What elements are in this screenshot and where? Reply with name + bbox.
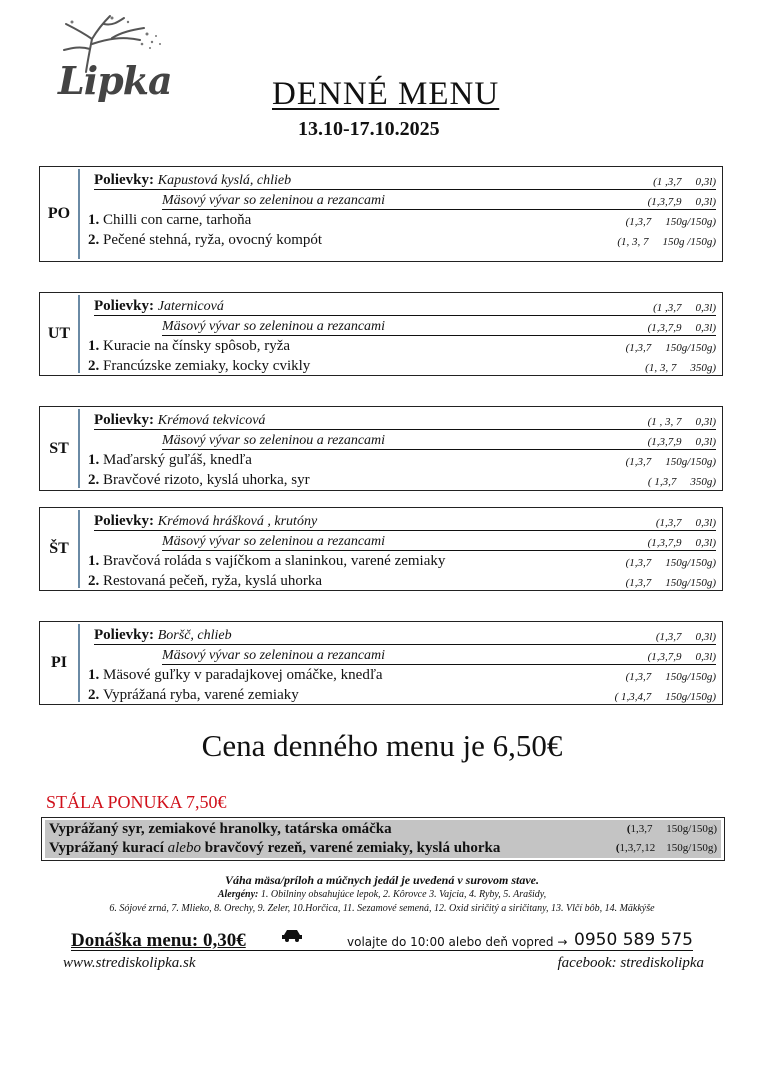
meal-number: 2.	[88, 358, 100, 374]
meal-weight: 150g/150g)	[665, 216, 716, 228]
soup-name: Jaternicová	[157, 299, 224, 314]
soup-allergens: (1,3,7,9	[647, 322, 682, 334]
soup-volume: 0,3l)	[695, 436, 716, 448]
meal-name: Francúzske zemiaky, kocky cvikly	[103, 358, 311, 374]
allergens-label: Alergény:	[217, 889, 259, 900]
standing-offer-box	[41, 817, 725, 861]
allergens-text-1: 1. Obilniny obsahujúce lepok, 2. Kôrovce 3. Vajcia, 4. Ryby, 5. Arašidy,	[258, 889, 547, 900]
soup-row	[94, 624, 716, 645]
meal-row	[88, 335, 716, 355]
meal-number: 2.	[88, 232, 100, 248]
car-icon	[281, 928, 303, 947]
meal-weight: 150g/150g)	[665, 456, 716, 468]
meal-allergens: (1,3,7	[625, 557, 652, 569]
day-divider	[78, 624, 80, 702]
soup-allergens: (1 , 3, 7	[647, 416, 682, 428]
soup-name: Mäsový vývar so zeleninou a rezancami	[162, 534, 386, 549]
meal-number: 1.	[88, 452, 100, 468]
soup-volume: 0,3l)	[695, 651, 716, 663]
meal-number: 1.	[88, 212, 100, 228]
meal-weight: 150g/150g)	[665, 342, 716, 354]
meal-weight: 150g/150g)	[665, 557, 716, 569]
meal-number: 2.	[88, 687, 100, 703]
soup-allergens: (1,3,7,9	[647, 537, 682, 549]
meal-row	[88, 664, 716, 684]
item-meta: (1,3,7,12 150g/150g)	[615, 842, 717, 854]
soup-allergens: (1,3,7	[655, 631, 682, 643]
day-label: UT	[47, 325, 71, 342]
soup-name: Kapustová kyslá, chlieb	[157, 173, 292, 188]
item-name: Vyprážaný syr, zemiakové hranolky, tatárska omáčka	[49, 821, 392, 837]
meal-meta	[626, 216, 716, 228]
meal-weight: 350g)	[690, 476, 716, 488]
item-meta: (1,3,7 150g/150g)	[626, 823, 717, 835]
call-instruction: volajte do 10:00 alebo deň vopred →	[347, 935, 568, 949]
meal-allergens: (1, 3, 7	[617, 236, 649, 248]
soup-meta	[656, 631, 716, 643]
soup-row	[162, 189, 716, 210]
soup-volume: 0,3l)	[695, 196, 716, 208]
soup-meta	[648, 416, 716, 428]
soup-row	[94, 510, 716, 531]
meal-allergens: (1, 3, 7	[645, 362, 677, 374]
phone-number[interactable]: 0950 589 575	[574, 930, 693, 950]
soup-row	[94, 169, 716, 190]
meal-number: 1.	[88, 553, 100, 569]
day-block	[39, 507, 723, 591]
item-allergens: 1,3,7,12	[619, 842, 656, 854]
day-label: PO	[47, 205, 71, 222]
item-name: Vyprážaný kurací	[49, 840, 168, 856]
meal-name: Kuracie na čínsky spôsob, ryža	[103, 338, 291, 354]
meal-weight: 150g/150g)	[665, 577, 716, 589]
meal-allergens: ( 1,3,4,7	[614, 691, 652, 703]
meal-name: Bravčové rizoto, kyslá uhorka, syr	[103, 472, 310, 488]
soup-allergens: (1,3,7	[655, 517, 682, 529]
soup-row	[94, 409, 716, 430]
meal-name: Vyprážaná ryba, varené zemiaky	[103, 687, 299, 703]
meal-row	[88, 449, 716, 469]
day-divider	[78, 295, 80, 373]
facebook-link[interactable]: facebook: strediskolipka	[557, 955, 704, 971]
meal-allergens: (1,3,7	[625, 216, 652, 228]
soup-name: Mäsový vývar so zeleninou a rezancami	[162, 648, 386, 663]
delivery-label: Donáška menu: 0,30€	[71, 930, 246, 951]
soup-name: Mäsový vývar so zeleninou a rezancami	[162, 433, 386, 448]
meal-allergens: (1,3,7	[625, 342, 652, 354]
meal-meta	[645, 362, 716, 374]
meal-name: Maďarský guľáš, knedľa	[103, 452, 252, 468]
soup-meta	[648, 651, 716, 663]
soup-volume: 0,3l)	[695, 416, 716, 428]
soup-allergens: (1,3,7,9	[647, 651, 682, 663]
soup-row	[162, 644, 716, 665]
weight-note: Váha mäsa/príloh a múčnych jedál je uvedená v surovom stave.	[225, 873, 539, 887]
meal-row	[88, 229, 716, 249]
day-block	[39, 406, 723, 491]
meal-weight: 150g/150g)	[665, 691, 716, 703]
soup-volume: 0,3l)	[695, 302, 716, 314]
soup-name: Mäsový vývar so zeleninou a rezancami	[162, 193, 386, 208]
allergens-line-1	[0, 889, 764, 900]
meal-meta	[626, 577, 716, 589]
soup-name: Krémová hrášková , krutóny	[157, 514, 318, 529]
meal-meta	[615, 691, 716, 703]
soup-allergens: (1 ,3,7	[653, 302, 682, 314]
meal-name: Mäsové guľky v paradajkovej omáčke, knedľa	[103, 667, 383, 683]
soup-volume: 0,3l)	[695, 322, 716, 334]
meal-allergens: (1,3,7	[625, 577, 652, 589]
soup-allergens: (1 ,3,7	[653, 176, 682, 188]
meal-row	[88, 355, 716, 375]
soup-row	[162, 530, 716, 551]
soup-meta	[653, 176, 716, 188]
delivery-line	[71, 930, 693, 951]
logo	[52, 14, 172, 109]
item-weight: 150g/150g)	[666, 842, 717, 854]
soup-meta	[653, 302, 716, 314]
soup-row	[162, 315, 716, 336]
meal-number: 1.	[88, 338, 100, 354]
meal-number: 1.	[88, 667, 100, 683]
day-block	[39, 166, 723, 262]
day-divider	[78, 510, 80, 588]
meal-name: Bravčová roláda s vajíčkom a slaninkou, varené zemiaky	[103, 553, 446, 569]
day-divider	[78, 169, 80, 259]
meal-number: 2.	[88, 573, 100, 589]
soup-meta	[648, 322, 716, 334]
meal-row	[88, 469, 716, 489]
meal-allergens: (1,3,7	[625, 671, 652, 683]
soup-name: Mäsový vývar so zeleninou a rezancami	[162, 319, 386, 334]
soup-meta	[656, 517, 716, 529]
day-label: ST	[49, 439, 69, 457]
allergens-line-2: 6. Sójové zrná, 7. Mlieko, 8. Orechy, 9. Zeler, 10.Horčica, 11. Sezamové semená, 12. Oxid siričitý a siričitany, 13. Vlčí bôb, 14. Mäkkýše	[109, 903, 655, 914]
date-range: 13.10-17.10.2025	[298, 118, 440, 140]
menu-price: Cena denného menu je 6,50€	[201, 728, 563, 763]
meal-meta	[648, 476, 716, 488]
meal-name: Chilli con carne, tarhoňa	[103, 212, 252, 228]
soup-meta	[648, 436, 716, 448]
meal-row	[88, 209, 716, 229]
soup-name: Boršč, chlieb	[157, 628, 232, 643]
meal-weight: 350g)	[690, 362, 716, 374]
meal-meta	[626, 557, 716, 569]
day-block	[39, 621, 723, 705]
soup-label: Polievky:	[94, 172, 154, 188]
soup-volume: 0,3l)	[695, 537, 716, 549]
meal-allergens: (1,3,7	[625, 456, 652, 468]
soup-label: Polievky:	[94, 627, 154, 643]
logo-text: Lipka	[58, 58, 172, 103]
website-link[interactable]: www.strediskolipka.sk	[63, 955, 196, 971]
meal-name: Restovaná pečeň, ryža, kyslá uhorka	[103, 573, 323, 589]
soup-row	[94, 295, 716, 316]
item-name-italic: alebo	[167, 840, 201, 856]
soup-allergens: (1,3,7,9	[647, 436, 682, 448]
item-allergens: 1,3,7	[630, 823, 653, 835]
meal-meta	[626, 671, 716, 683]
meal-meta	[626, 456, 716, 468]
soup-name: Krémová tekvicová	[157, 413, 266, 428]
meal-row	[88, 550, 716, 570]
item-name-rest: bravčový rezeň, varené zemiaky, kyslá uhorka	[200, 840, 501, 856]
soup-volume: 0,3l)	[695, 517, 716, 529]
meal-row	[88, 570, 716, 590]
day-label: PI	[51, 654, 67, 671]
meal-row	[88, 684, 716, 704]
meal-allergens: ( 1,3,7	[647, 476, 677, 488]
standing-offer-item	[45, 839, 721, 858]
meal-meta	[626, 342, 716, 354]
soup-meta	[648, 196, 716, 208]
soup-label: Polievky:	[94, 298, 154, 314]
soup-label: Polievky:	[94, 412, 154, 428]
meal-meta	[617, 236, 716, 248]
standing-offer-item	[45, 820, 721, 839]
meal-weight: 150g /150g)	[662, 236, 716, 248]
soup-meta	[648, 537, 716, 549]
standing-offer-title: STÁLA PONUKA 7,50€	[46, 792, 227, 812]
day-block	[39, 292, 723, 376]
day-label: ŠT	[49, 540, 69, 557]
soup-volume: 0,3l)	[695, 176, 716, 188]
meal-number: 2.	[88, 472, 100, 488]
soup-row	[162, 429, 716, 450]
meal-name: Pečené stehná, ryža, ovocný kompót	[103, 232, 323, 248]
meal-weight: 150g/150g)	[665, 671, 716, 683]
soup-volume: 0,3l)	[695, 631, 716, 643]
item-weight: 150g/150g)	[666, 823, 717, 835]
soup-allergens: (1,3,7,9	[647, 196, 682, 208]
day-divider	[78, 409, 80, 488]
page-title: DENNÉ MENU	[272, 76, 500, 112]
soup-label: Polievky:	[94, 513, 154, 529]
